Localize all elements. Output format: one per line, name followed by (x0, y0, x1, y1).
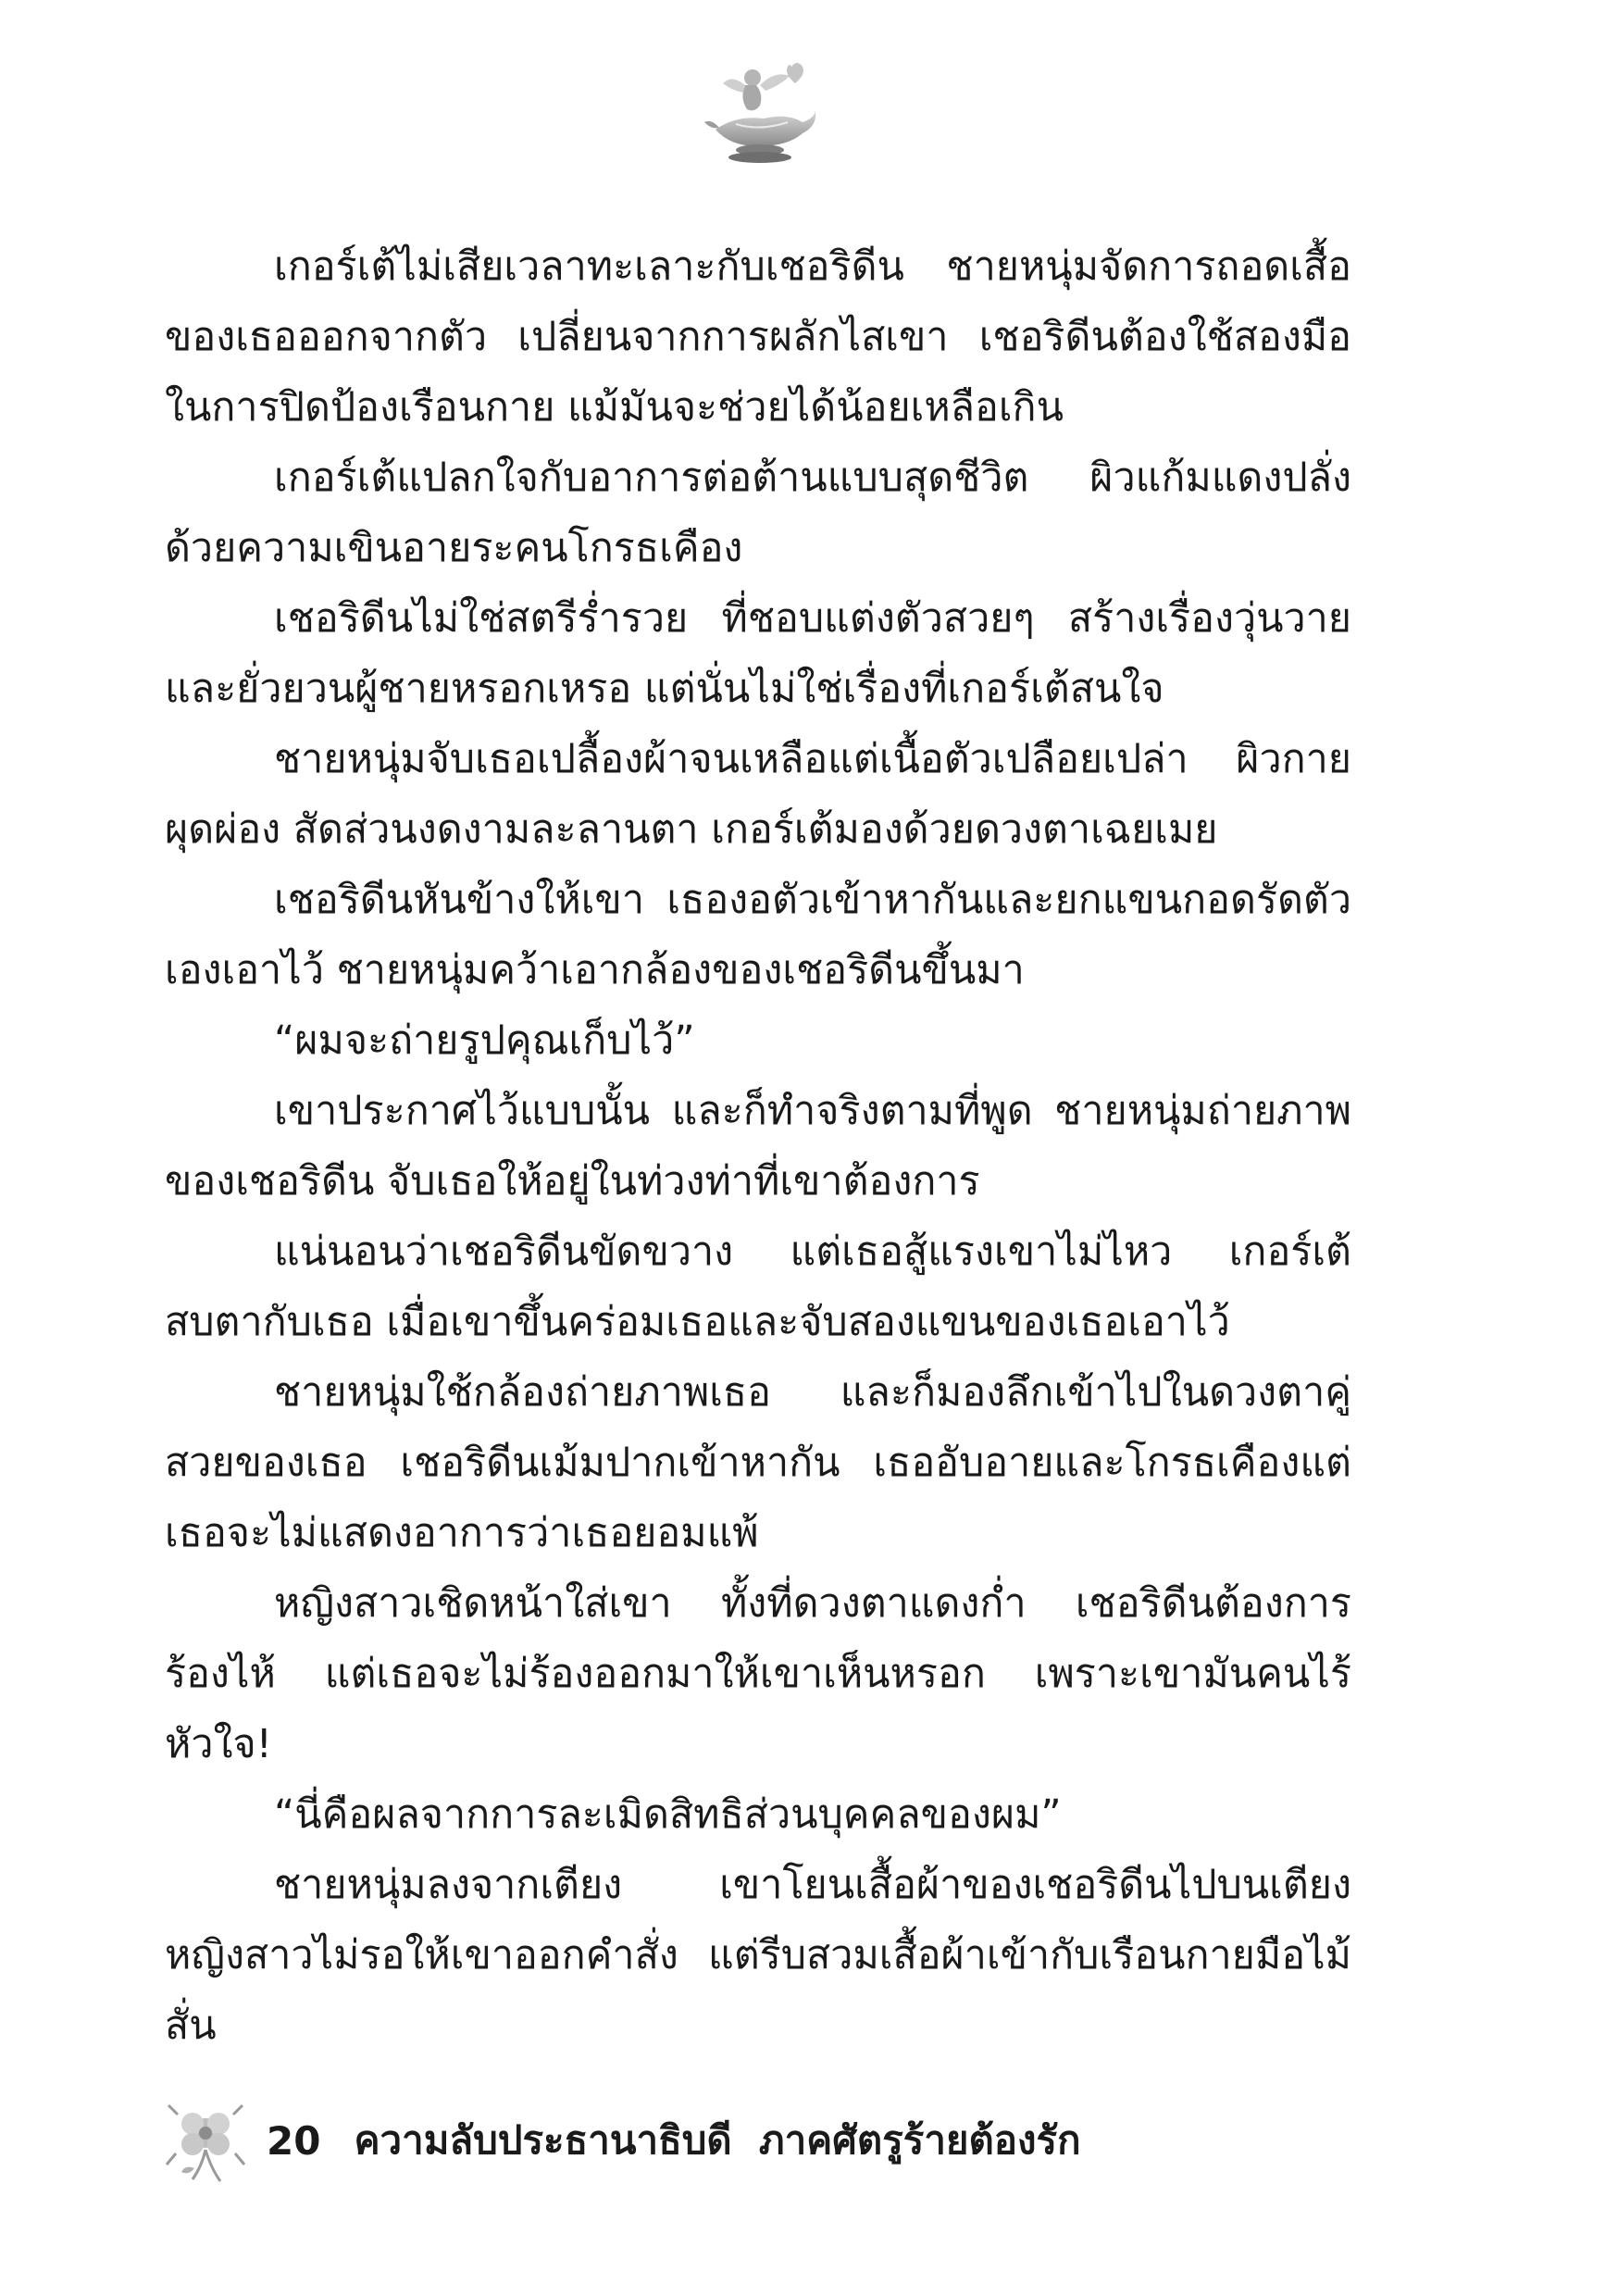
page-number: 20 (267, 2117, 321, 2164)
paragraph: ชายหนุ่มจับเธอเปลื้องผ้าจนเหลือแต่เนื้อตัวเปลือยเปล่า ผิวกายผุดผ่อง สัดส่วนงดงามละลานตา เกอร์เต้มองด้วยดวงตาเฉยเมย (165, 736, 1351, 853)
paragraph: เชอริดีนหันข้างให้เขา เธองอตัวเข้าหากันและยกแขนกอดรัดตัวเองเอาไว้ ชายหนุ่มคว้าเอากล้องของเชอริดีนขึ้นมา (165, 877, 1351, 993)
paragraph: “นี่คือผลจากการละเมิดสิทธิส่วนบุคคลของผม” (274, 1791, 1062, 1838)
book-title: ความลับประธานาธิบดี ภาคศัตรูร้ายต้องรัก (354, 2117, 1081, 2163)
page-footer (165, 2094, 1368, 2187)
paragraph: “ผมจะถ่ายรูปคุณเก็บไว้” (274, 1017, 695, 1064)
paragraph: เชอริดีนไม่ใช่สตรีร่ำรวย ที่ชอบแต่งตัวสวยๆ สร้างเรื่องวุ่นวายและยั่วยวนผู้ชายหรอกเหรอ แต่นั่นไม่ใช่เรื่องที่เกอร์เต้สนใจ (165, 595, 1351, 712)
paragraph: แน่นอนว่าเชอริดีนขัดขวาง แต่เธอสู้แรงเขาไม่ไหว เกอร์เต้สบตากับเธอ เมื่อเขาขึ้นคร่อมเธอและจับสองแขนของเธอเอาไว้ (165, 1229, 1351, 1345)
paragraph: เกอร์เต้ไม่เสียเวลาทะเลาะกับเชอริดีน ชายหนุ่มจัดการถอดเสื้อของเธอออกจากตัว เปลี่ยนจากการผลักไสเขา เชอริดีนต้องใช้สองมือในการปิดป้องเรือนกาย แม้มันจะช่วยได้น้อยเหลือเกิน (165, 243, 1351, 430)
body-text (165, 231, 1351, 2061)
paragraph: หญิงสาวเชิดหน้าใส่เขา ทั้งที่ดวงตาแดงก่ำ เชอริดีนต้องการร้องไห้ แต่เธอจะไม่ร้องออกมาให้เขาเห็นหรอก เพราะเขามันคนไร้หัวใจ! (165, 1580, 1351, 1767)
paragraph: ชายหนุ่มใช้กล้องถ่ายภาพเธอ และก็มองลึกเข้าไปในดวงตาคู่สวยของเธอ เชอริดีนเม้มปากเข้าหากัน เธออับอายและโกรธเคืองแต่เธอจะไม่แสดงอาการว่าเธอยอมแพ้ (165, 1369, 1351, 1556)
paragraph: เขาประกาศไว้แบบนั้น และก็ทำจริงตามที่พูด ชายหนุ่มถ่ายภาพของเชอริดีน จับเธอให้อยู่ในท่วงท่าที่เขาต้องการ (165, 1088, 1351, 1204)
paragraph: เกอร์เต้แปลกใจกับอาการต่อต้านแบบสุดชีวิต ผิวแก้มแดงปลั่งด้วยความเขินอายระคนโกรธเคือง (165, 455, 1351, 571)
paragraph: ชายหนุ่มลงจากเตียง เขาโยนเสื้อผ้าของเชอริดีนไปบนเตียง หญิงสาวไม่รอให้เขาออกคำสั่ง แต่รีบสวมเสื้อผ้าเข้ากับเรือนกายมือไม้สั่น (165, 1862, 1351, 2049)
lamp-cupid-ornament-icon (699, 57, 819, 168)
flower-ornament-icon (165, 2096, 246, 2185)
